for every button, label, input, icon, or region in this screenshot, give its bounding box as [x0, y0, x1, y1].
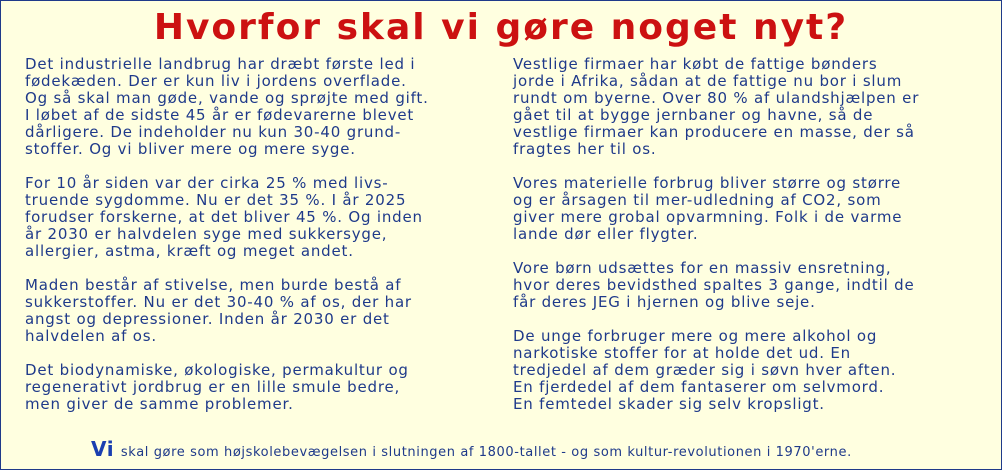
text-line: rundt om byerne. Over 80 % af ulandshjælpen er — [513, 89, 920, 107]
text-line: gået til at bygge jernbaner og havne, så de — [513, 106, 874, 124]
text-line: jorde i Afrika, sådan at de fattige nu bor i slum — [513, 72, 903, 90]
text-line: hvor deres bevidsthed spaltes 3 gange, indtil de — [513, 276, 915, 294]
text-line: truende sygdomme. Nu er det 35 %. I år 2025 — [25, 191, 407, 209]
left-column — [25, 56, 495, 430]
footer-text: skal gøre som højskolebevægelsen i slutningen af 1800-tallet - og som kultur-revolutionen i 1970'erne. — [120, 445, 852, 460]
right-column — [513, 56, 983, 430]
left-paragraph — [25, 56, 495, 158]
text-line: Det biodynamiske, økologiske, permakultur og — [25, 361, 409, 379]
text-line: får deres JEG i hjernen og blive seje. — [513, 293, 816, 311]
text-line: og er årsagen til mer-udledning af CO2, som — [513, 191, 882, 209]
text-line: sukkerstoffer. Nu er det 30-40 % af os, der har — [25, 293, 412, 311]
text-line: giver mere grobal opvarmning. Folk i de varme — [513, 208, 903, 226]
text-line: dårligere. De indeholder nu kun 30-40 grund- — [25, 123, 402, 141]
text-line: tredjedel af dem græder sig i søvn hver aften. — [513, 361, 897, 379]
text-line: regenerativt jordbrug er en lille smule bedre, — [25, 378, 401, 396]
text-line: Vores materielle forbrug bliver større og større — [513, 174, 902, 192]
right-paragraph — [513, 260, 983, 311]
footer-statement — [91, 437, 852, 465]
text-line: vestlige firmaer kan producere en masse, der så — [513, 123, 915, 141]
text-line: fragtes her til os. — [513, 140, 657, 158]
footer-lead-word: Vi — [91, 437, 115, 461]
text-line: De unge forbruger mere og mere alkohol og — [513, 327, 878, 345]
right-paragraph — [513, 56, 983, 158]
text-line: En fjerdedel af dem fantaserer om selvmord. — [513, 378, 885, 396]
text-line: En femtedel skader sig selv kropsligt. — [513, 395, 825, 413]
text-line: angst og depressioner. Inden år 2030 er det — [25, 310, 390, 328]
text-line: forudser forskerne, at det bliver 45 %. Og inden — [25, 208, 423, 226]
text-line: men giver de samme problemer. — [25, 395, 294, 413]
text-line: lande dør eller flygter. — [513, 225, 699, 243]
page-title: Hvorfor skal vi gøre noget nyt? — [153, 7, 849, 48]
left-paragraph — [25, 362, 495, 413]
text-line: Vestlige firmaer har købt de fattige bønders — [513, 55, 878, 73]
left-paragraph — [25, 277, 495, 345]
text-line: fødekæden. Der er kun liv i jordens overflade. — [25, 72, 407, 90]
text-line: allergier, astma, kræft og meget andet. — [25, 242, 354, 260]
text-line: Det industrielle landbrug har dræbt første led i — [25, 55, 416, 73]
text-line: stoffer. Og vi bliver mere og mere syge. — [25, 140, 356, 158]
left-paragraph — [25, 175, 495, 260]
text-line: Vore børn udsættes for en massiv ensretning, — [513, 259, 892, 277]
text-line: I løbet af de sidste 45 år er fødevarerne blevet — [25, 106, 415, 124]
right-paragraph — [513, 328, 983, 413]
text-line: år 2030 er halvdelen syge med sukkersyge, — [25, 225, 388, 243]
text-line: For 10 år siden var der cirka 25 % med livs- — [25, 174, 389, 192]
text-line: Maden består af stivelse, men burde bestå af — [25, 276, 402, 294]
text-line: Og så skal man gøde, vande og sprøjte med gift. — [25, 89, 429, 107]
text-line: narkotiske stoffer for at holde det ud. En — [513, 344, 851, 362]
text-line: halvdelen af os. — [25, 327, 157, 345]
right-paragraph — [513, 175, 983, 243]
